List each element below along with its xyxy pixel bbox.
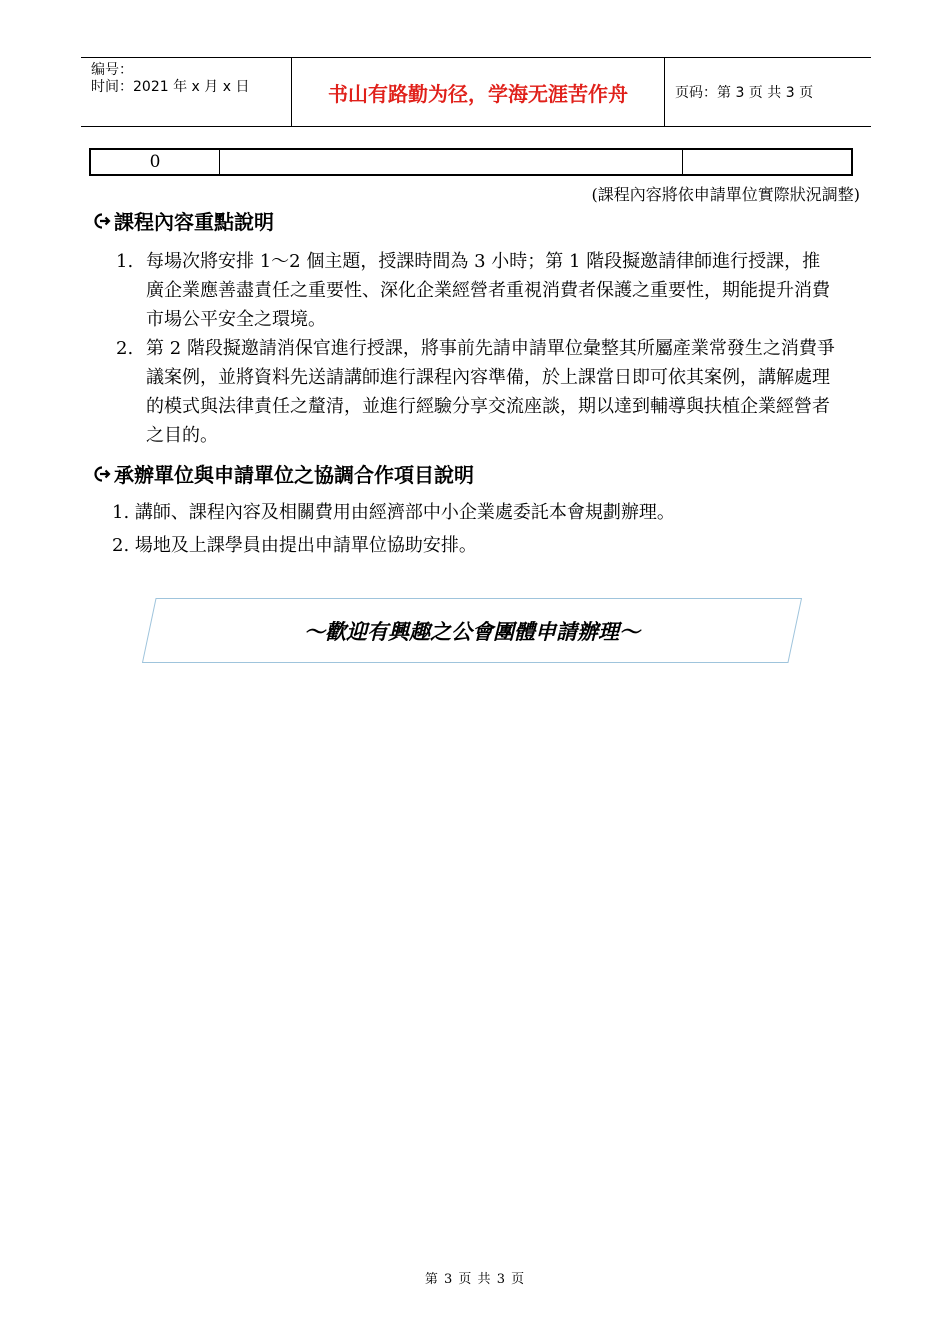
header-page-info: 页码：第 3 页 共 3 页 [675, 85, 814, 101]
table-row [89, 148, 853, 176]
list-item-text: 場地及上課學員由提出申請單位協助安排。 [134, 535, 477, 556]
section-title-text: 承辦單位與申請單位之協調合作項目說明 [114, 463, 474, 487]
circle-arrow-icon [93, 465, 111, 483]
section-title-cooperation [93, 459, 474, 488]
welcome-banner [142, 598, 802, 663]
list-item-text: 講師、課程內容及相關費用由經濟部中小企業處委託本會規劃辦理。 [134, 502, 675, 523]
table-cell [683, 150, 851, 174]
header-meta [81, 58, 292, 126]
list-item-number: 1. [112, 502, 130, 523]
adjustment-note: (課程內容將依申請單位實際狀況調整) [591, 185, 860, 204]
list-item-text: 每場次將安排 1～2 個主題，授課時間為 3 小時；第 1 階段擬邀請律師進行授課，推廣企業應善盡責任之重要性、深化企業經營者重視消費者保護之重要性，期能提升消費市場公平安全之環境。 [146, 251, 830, 330]
list-item-number: 2. [112, 535, 130, 556]
document-header [81, 57, 871, 127]
list-item [116, 334, 836, 450]
list-item-number: 2. [116, 338, 134, 359]
table-cell [220, 150, 683, 174]
list-item-text: 第 2 階段擬邀請消保官進行授課，將事前先請申請單位彙整其所屬產業常發生之消費爭議案例，並將資料先送請講師進行課程內容準備，於上課當日即可依其案例，講解處理的模式與法律責任之釐清，並進行經驗分享交流座談，期以達到輔導與扶植企業經營者之目的。 [146, 338, 835, 446]
cooperation-list [112, 496, 832, 562]
header-motto: 书山有路勤为径，学海无涯苦作舟 [292, 58, 665, 126]
section-title-text: 課程內容重點說明 [114, 210, 274, 234]
list-item [112, 529, 832, 562]
banner-text: ～歡迎有興趣之公會團體申請辦理～ [304, 618, 640, 644]
table-cell: 0 [91, 150, 220, 174]
list-item-number: 1. [116, 251, 134, 272]
number-label: 编号： [91, 62, 133, 78]
list-item [112, 496, 832, 529]
list-item [116, 247, 836, 334]
time-label: 时间：2021 年 x 月 x 日 [91, 79, 250, 95]
section-title-course-points [93, 206, 274, 235]
circle-arrow-icon [93, 212, 111, 230]
page-footer: 第 3 页 共 3 页 [424, 1272, 526, 1287]
course-points-list [116, 247, 836, 450]
